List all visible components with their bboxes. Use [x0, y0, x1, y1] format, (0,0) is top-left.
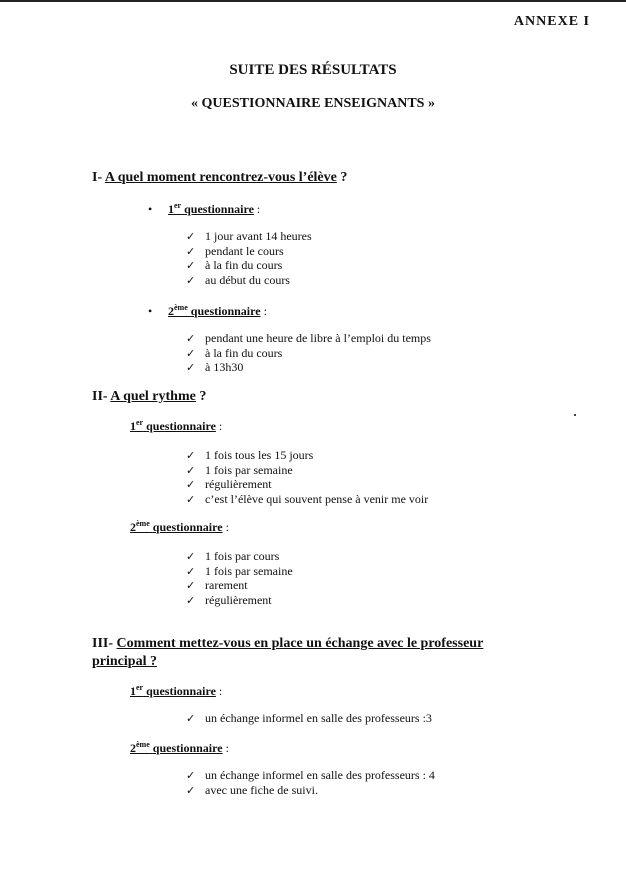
bullet-icon: • — [148, 202, 153, 216]
section-1-heading — [92, 170, 347, 186]
check-icon: ✓ — [186, 346, 196, 360]
list-item: ✓ avec une fiche de suivi. — [186, 782, 318, 797]
list-item: ✓ 1 fois par cours — [186, 549, 280, 563]
list-item: ✓ 1 fois par semaine — [186, 462, 293, 477]
page-title: SUITE DES RÉSULTATS — [229, 62, 397, 78]
check-icon: ✓ — [186, 564, 196, 578]
check-icon: ✓ — [186, 769, 196, 782]
section-3-group-1-label: 1er questionnaire : — [130, 683, 223, 698]
check-icon: ✓ — [186, 273, 196, 287]
section-2-group-1-label: 1er questionnaire : — [130, 418, 223, 433]
check-icon: ✓ — [186, 492, 196, 506]
list-item: ✓ régulièrement — [186, 477, 272, 491]
section-number: III- — [92, 636, 114, 651]
section-2-group-1-list — [186, 448, 428, 506]
section-3-group-2-list — [186, 768, 435, 797]
section-3-heading — [92, 635, 483, 671]
check-icon: ✓ — [186, 230, 196, 243]
list-item: ✓ c’est l’élève qui souvent pense à venir me voir — [186, 491, 429, 506]
section-suffix: ? — [336, 170, 348, 185]
section-title: A quel rythme — [110, 389, 196, 404]
section-1-group-1-list — [186, 229, 312, 287]
section-suffix: ? — [195, 389, 207, 404]
list-item: ✓ 1 fois tous les 15 jours — [186, 448, 314, 462]
top-rule — [0, 0, 626, 2]
list-item: ✓ un échange informel en salle des professeurs : 4 — [186, 768, 435, 782]
annexe-label: ANNEXE I — [513, 14, 590, 29]
questionnaire-label: 2ème questionnaire — [130, 740, 223, 755]
questionnaire-label: 2ème questionnaire — [168, 303, 261, 318]
bullet-icon: • — [148, 304, 153, 318]
list-item: ✓ pendant une heure de libre à l’emploi du temps — [186, 331, 431, 345]
section-2-group-2-label: 2ème questionnaire : — [130, 519, 229, 534]
page-subtitle: « QUESTIONNAIRE ENSEIGNANTS » — [191, 96, 435, 111]
check-icon: ✓ — [186, 712, 196, 725]
list-item: ✓ un échange informel en salle des professeurs :3 — [186, 711, 432, 725]
list-item: ✓ régulièrement — [186, 592, 272, 607]
check-icon: ✓ — [186, 449, 196, 462]
section-3-group-1-list — [186, 711, 432, 726]
list-item: ✓ à 13h30 — [186, 360, 244, 374]
list-item: ✓ rarement — [186, 578, 248, 592]
section-title: A quel moment rencontrez-vous l’élève — [104, 170, 337, 185]
list-item: ✓ 1 jour avant 14 heures — [186, 229, 312, 243]
section-number: II- — [92, 389, 108, 404]
list-item: ✓ 1 fois par semaine — [186, 563, 293, 578]
check-icon: ✓ — [186, 259, 196, 272]
check-icon: ✓ — [186, 332, 196, 345]
questionnaire-label: 1er questionnaire — [168, 201, 254, 216]
check-icon: ✓ — [186, 463, 196, 477]
section-2-heading — [92, 389, 206, 405]
check-icon: ✓ — [186, 550, 196, 563]
check-icon: ✓ — [186, 579, 196, 592]
check-icon: ✓ — [186, 244, 196, 258]
list-item: ✓ au début du cours — [186, 272, 290, 287]
questionnaire-label: 1er questionnaire — [130, 418, 216, 433]
section-1-group-2-list — [186, 331, 431, 375]
section-number: I- — [92, 170, 103, 185]
section-2-group-2-list — [186, 549, 293, 607]
check-icon: ✓ — [186, 361, 196, 374]
list-item: ✓ à la fin du cours — [186, 345, 283, 360]
check-icon: ✓ — [186, 783, 196, 797]
section-3-group-2-label: 2ème questionnaire : — [130, 740, 229, 755]
questionnaire-label: 1er questionnaire — [130, 683, 216, 698]
section-title-continued: principal ? — [92, 654, 157, 669]
scan-speck — [574, 414, 576, 416]
section-title: Comment mettez-vous en place un échange avec le professeur — [116, 636, 484, 651]
check-icon: ✓ — [186, 593, 196, 607]
section-1-group-1-label: • 1er questionnaire : — [148, 201, 261, 216]
list-item: ✓ à la fin du cours — [186, 258, 283, 272]
section-1-group-2-label: • 2ème questionnaire : — [148, 303, 267, 318]
questionnaire-label: 2ème questionnaire — [130, 519, 223, 534]
check-icon: ✓ — [186, 478, 196, 491]
list-item: ✓ pendant le cours — [186, 243, 284, 258]
